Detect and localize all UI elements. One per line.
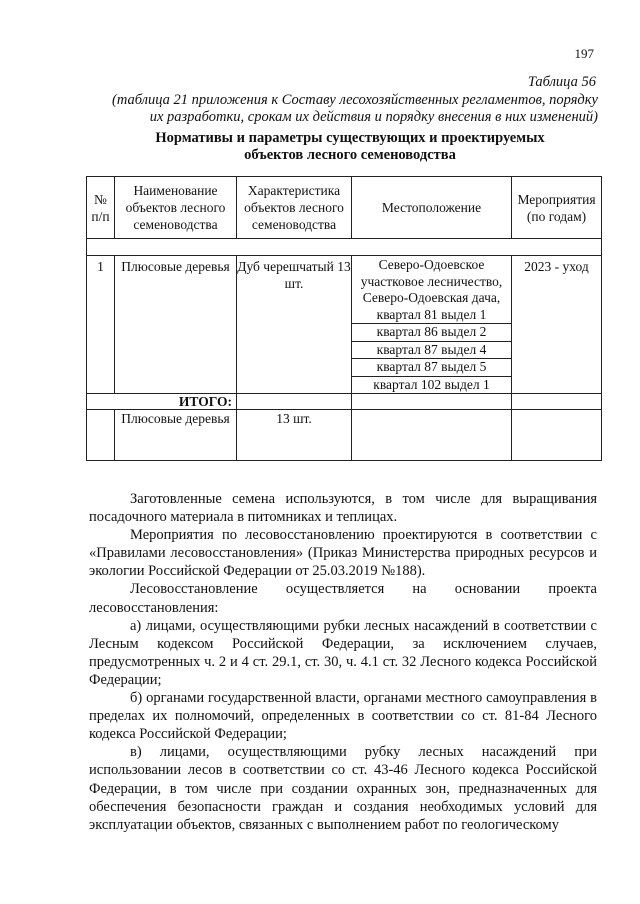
paragraph: а) лицами, осуществляющими рубки лесных насаждений в соответствии с Лесным кодексом Российской Федерации, за исключением случаев, предусмотренных ч. 2 и 4 ст. 29.1, ст. 30, ч. 4.1 ст. 32 Лесного кодекса Российской Федерации;: [89, 617, 597, 688]
object-name: Плюсовые деревья: [115, 256, 237, 394]
empty-cell: [237, 394, 352, 410]
title-line: объектов лесного семеноводства: [244, 147, 456, 163]
page-number: 197: [574, 46, 594, 61]
empty-cell: [512, 410, 602, 461]
location-sub: квартал 102 выдел 1: [352, 376, 511, 394]
empty-row: [87, 239, 602, 256]
location-sub: квартал 87 выдел 5: [352, 358, 511, 376]
paragraph: Мероприятия по лесовосстановлению проектируются в соответствии с «Правилами лесовосстановления» (Приказ Министерства природных ресурсов и экологии Российской Федерации от 25.03.2019 №188).: [89, 527, 597, 580]
table-header-row: [87, 177, 602, 239]
body-text: [89, 490, 597, 834]
total-detail-row: [87, 410, 602, 461]
table-row: [87, 256, 602, 394]
total-value: 13 шт.: [237, 410, 352, 461]
page-title: [100, 130, 600, 164]
total-object-name: Плюсовые деревья: [115, 410, 237, 461]
column-header: Наименование объектов лесного семеноводства: [115, 177, 237, 239]
paragraph: б) органами государственной власти, органами местного самоуправления в пределах их полномочий, определенных в соответствии со ст. 81-84 Лесного кодекса Российской Федерации;: [89, 690, 597, 743]
column-header: № п/п: [87, 177, 115, 239]
empty-cell: [87, 410, 115, 461]
activity: 2023 - уход: [512, 256, 602, 394]
table-label: Таблица 56: [527, 74, 596, 90]
location-sub: квартал 86 выдел 2: [352, 323, 511, 341]
empty-cell: [512, 394, 602, 410]
column-header: Характеристика объектов лесного семеноводства: [237, 177, 352, 239]
table-note: [78, 92, 598, 126]
column-header: Местоположение: [352, 177, 512, 239]
location-sub: квартал 87 выдел 4: [352, 341, 511, 359]
seed-objects-table: [86, 176, 602, 461]
column-header: Мероприятия (по годам): [512, 177, 602, 239]
paragraph: Заготовленные семена используются, в том числе для выращивания посадочного материала в питомниках и теплицах.: [89, 491, 597, 526]
location-cell: [352, 256, 512, 394]
title-line: Нормативы и параметры существующих и проектируемых: [155, 130, 545, 146]
object-characteristic: Дуб черешчатый 13 шт.: [237, 256, 352, 394]
location-main: Северо-Одоевское участковое лесничество, Северо-Одоевская дача, квартал 81 выдел 1: [360, 257, 503, 322]
total-row: [87, 394, 602, 410]
empty-cell: [352, 410, 512, 461]
row-number: 1: [87, 256, 115, 394]
paragraph: Лесовосстановление осуществляется на основании проекта лесовосстановления:: [89, 581, 597, 616]
empty-cell: [87, 239, 602, 256]
paragraph: в) лицами, осуществляющими рубку лесных насаждений при использовании лесов в соответствии со ст. 43-46 Лесного кодекса Российской Федерации, в том числе при создании охранных зон, предназначенных для обеспечения безопасности граждан и создания необходимых условий для эксплуатации объектов, связанных с выполнением работ по геологическому: [89, 744, 597, 833]
empty-cell: [352, 394, 512, 410]
table-note-line: (таблица 21 приложения к Составу лесохозяйственных регламентов, порядку: [111, 92, 598, 108]
total-label: ИТОГО:: [87, 394, 237, 410]
table-note-line: их разработки, срокам их действия и порядку внесения в них изменений): [149, 109, 598, 125]
